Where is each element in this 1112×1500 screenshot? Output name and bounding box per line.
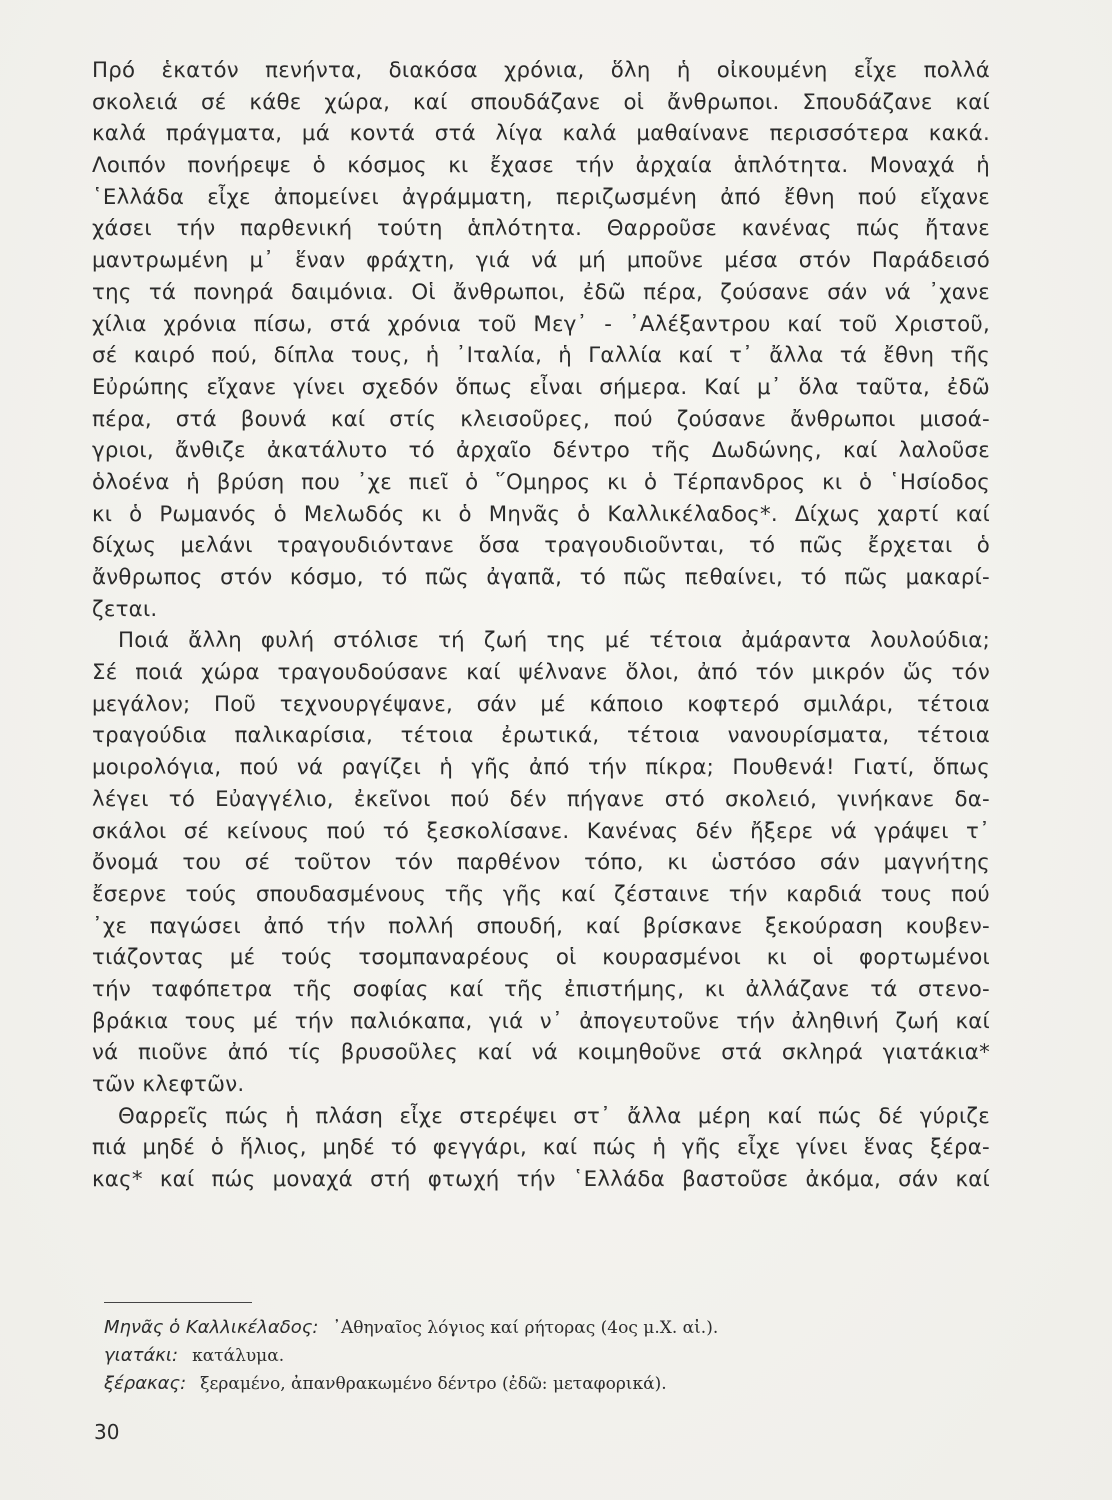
footnote-definition: ᾿Αθηναῖος λόγιος καί ρήτορας (4ος μ.Χ. αἰ.). [332,1318,719,1338]
text-line: Εὐρώπης εἴχανε γίνει σχεδόν ὅπως εἶναι σήμερα. Καί μ᾿ ὅλα ταῦτα, ἐδῶ [92,374,990,400]
text-line: Λοιπόν πονήρεψε ὁ κόσμος κι ἔχασε τήν ἀρχαία ἁπλότητα. Μοναχά ἡ [92,153,990,179]
text-line: χάσει τήν παρθενική τούτη ἁπλότητα. Θαρροῦσε κανένας πώς ἤτανε [92,216,990,242]
text-line: μαντρωμένη μ᾿ ἕναν φράχτη, γιά νά μή μποῦνε μέσα στόν Παράδεισό [92,248,990,274]
text-line: τήν ταφόπετρα τῆς σοφίας καί τῆς ἐπιστήμης, κι ἀλλάζανε τά στενο- [92,976,990,1002]
text-line: σκάλοι σέ κείνους πού τό ξεσκολίσανε. Κανένας δέν ἤξερε νά γράψει τ᾿ [92,818,990,844]
text-line: σέ καιρό πού, δίπλα τους, ἡ ᾿Ιταλία, ἡ Γαλλία καί τ᾿ ἄλλα τά ἔθνη τῆς [92,343,990,369]
text-line: Πρό ἑκατόν πενήντα, διακόσα χρόνια, ὅλη ἡ οἰκουμένη εἶχε πολλά [92,58,990,83]
text-line: κι ὁ Ρωμανός ὁ Μελωδός κι ὁ Μηνᾶς ὁ Καλλικέλαδος*. Δίχως χαρτί καί [92,501,990,527]
text-line: ὄνομά του σέ τοῦτον τόν παρθένον τόπο, κι ὡστόσο σάν μαγνήτης [92,850,990,876]
text-line: πέρα, στά βουνά καί στίς κλεισοῦρες, πού ζούσανε ἄνθρωποι μισοά- [92,406,990,432]
text-line: βράκια τους μέ τήν παλιόκαπα, γιά ν᾿ ἀπογευτοῦνε τήν ἀληθινή ζωή καί [92,1008,990,1034]
text-line: τραγούδια παλικαρίσια, τέτοια ἐρωτικά, τέτοια νανουρίσματα, τέτοια [92,723,990,749]
text-line: καλά πράγματα, μά κοντά στά λίγα καλά μαθαίνανε περισσότερα κακά. [92,121,990,147]
footnote-item [104,1314,964,1342]
text-line: Ποιά ἄλλη φυλή στόλισε τή ζωή της μέ τέτοια ἀμάραντα λουλούδια; [118,628,990,654]
text-line: χίλια χρόνια πίσω, στά χρόνια τοῦ Μεγ᾿ - ᾿Αλέξαντρου καί τοῦ Χριστοῦ, [92,311,990,337]
text-line: τιάζοντας μέ τούς τσομπαναρέους οἱ κουρασμένοι κι οἱ φορτωμένοι [92,945,990,971]
text-line: Σέ ποιά χώρα τραγουδούσανε καί ψέλνανε ὅλοι, ἀπό τόν μικρόν ὥς τόν [92,660,990,686]
text-line: σκολειά σέ κάθε χώρα, καί σπουδάζανε οἱ ἄνθρωποι. Σπουδάζανε καί [92,89,990,115]
text-line: μεγάλον; Ποῦ τεχνουργέψανε, σάν μέ κάποιο κοφτερό σμιλάρι, τέτοια [92,691,990,717]
text-line: ζεται. [92,596,158,622]
text-line: ἄνθρωπος στόν κόσμο, τό πῶς ἀγαπᾶ, τό πῶς πεθαίνει, τό πῶς μακαρί- [92,565,990,590]
footnotes [104,1314,964,1398]
text-line: πιά μηδέ ὁ ἥλιος, μηδέ τό φεγγάρι, καί πώς ἡ γῆς εἶχε γίνει ἕνας ξέρα- [92,1135,990,1161]
page-number: 30 [94,1420,120,1444]
text-line: νά πιοῦνε ἀπό τίς βρυσοῦλες καί νά κοιμηθοῦνε στά σκληρά γιατάκια* [92,1040,990,1066]
footnote-divider [104,1302,252,1303]
text-line: ἔσερνε τούς σπουδασμένους τῆς γῆς καί ζέσταινε τήν καρδιά τους πού [92,881,990,907]
footnote-term: γιατάκι: [104,1345,179,1366]
footnote-term: ξέρακας: [104,1373,187,1394]
text-line: Θαρρεῖς πώς ἡ πλάση εἶχε στερέψει στ᾿ ἄλλα μέρη καί πώς δέ γύριζε [118,1103,990,1129]
text-line: ῾Ελλάδα εἶχε ἀπομείνει ἀγράμματη, περιζωσμένη ἀπό ἔθνη πού εἴχανε [92,184,990,210]
text-line: δίχως μελάνι τραγουδιόντανε ὅσα τραγουδιοῦνται, τό πῶς ἔρχεται ὁ [92,533,990,559]
text-line: τῶν κλεφτῶν. [92,1072,245,1097]
body-text [92,55,990,1196]
text-line: κας* καί πώς μοναχά στή φτωχή τήν ῾Ελλάδα βαστοῦσε ἀκόμα, σάν καί [92,1167,990,1193]
text-line: της τά πονηρά δαιμόνια. Οἱ ἄνθρωποι, ἐδῶ πέρα, ζούσανε σάν νά ᾿χανε [92,279,990,305]
text-line: ὁλοένα ἡ βρύση που ᾿χε πιεῖ ὁ ῞Ομηρος κι ὁ Τέρπανδρος κι ὁ ῾Ησίοδος [92,469,990,495]
text-line: ᾿χε παγώσει ἀπό τήν πολλή σπουδή, καί βρίσκανε ξεκούραση κουβεν- [92,913,990,939]
footnote-term: Μηνᾶς ὁ Καλλικέλαδος: [104,1317,319,1338]
text-line: λέγει τό Εὐαγγέλιο, ἐκεῖνοι πού δέν πήγανε στό σκολειό, γινήκανε δα- [92,786,990,812]
footnote-item [104,1342,964,1370]
footnote-definition: κατάλυμα. [192,1346,285,1366]
footnote-definition: ξεραμένο, ἀπανθρακωμένο δέντρο (ἐδῶ: μεταφορικά). [200,1374,667,1394]
text-line: μοιρολόγια, πού νά ραγίζει ἡ γῆς ἀπό τήν πίκρα; Πουθενά! Γιατί, ὅπως [92,755,990,781]
text-line: γριοι, ἄνθιζε ἀκατάλυτο τό ἀρχαῖο δέντρο τῆς Δωδώνης, καί λαλοῦσε [92,438,990,464]
footnote-item [104,1370,964,1398]
